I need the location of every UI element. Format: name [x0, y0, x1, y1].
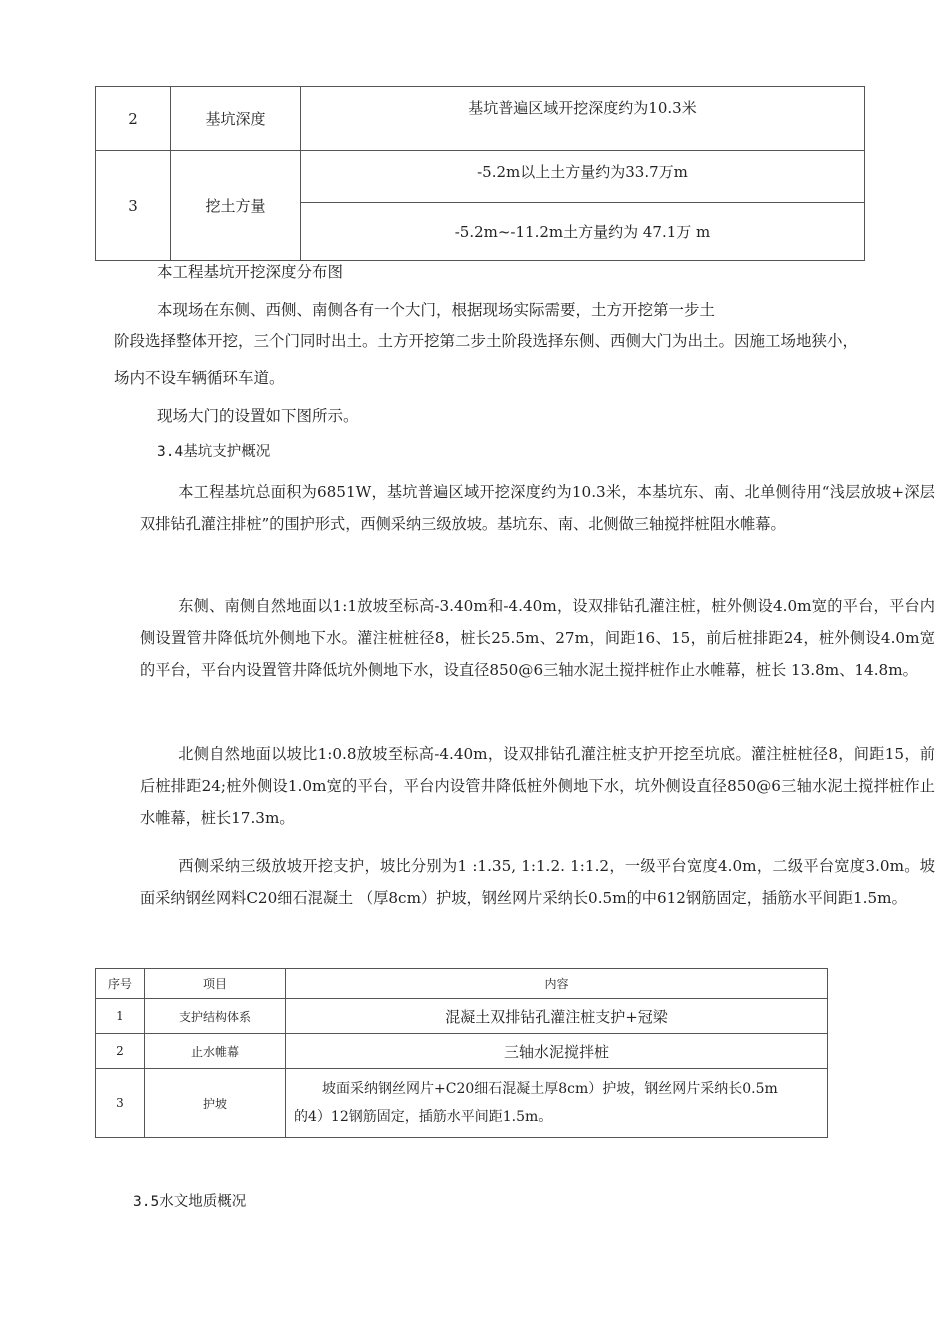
row-content: -5.2m~-11.2m土方量约为 47.1万 m [301, 203, 865, 261]
excavation-table [95, 86, 865, 261]
row-content: -5.2m以上土方量约为33.7万m [301, 151, 865, 203]
section-heading: 3.4基坑支护概况 [157, 444, 271, 460]
paragraph [140, 590, 935, 686]
paragraph [140, 738, 935, 834]
row-item: 支护结构体系 [145, 999, 286, 1034]
row-number: 2 [96, 87, 171, 151]
table-row [96, 1034, 828, 1069]
header-item: 项目 [145, 969, 286, 999]
paragraph-text: 本工程基坑总面积为6851W，基坑普遍区域开挖深度约为10.3米，本基坑东、南、北单侧待用“浅层放坡+深层双排钻孔灌注排桩”的围护形式，西侧采纳三级放坡。基坑东、南、北侧做三轴搅拌桩阻水帷幕。 [140, 483, 935, 533]
table-row [96, 87, 865, 151]
figure-caption: 本工程基坑开挖深度分布图 [157, 263, 344, 281]
row-number: 3 [96, 1069, 145, 1138]
table-row [96, 999, 828, 1034]
section-heading: 3.5水文地质概况 [133, 1194, 247, 1210]
paragraph-text: 西侧采纳三级放坡开挖支护，坡比分别为1 :1.35, 1:1.2. 1:1.2，一级平台宽度4.0m，二级平台宽度3.0m。坡面采纳钢丝网料C20细石混凝土 （厚8cm）护坡，钢丝网片采纳长0.5m的中612钢筋固定，插筋水平间距1.5m。 [140, 857, 935, 907]
row-content: 混凝土双排钻孔灌注桩支护+冠梁 [286, 999, 828, 1034]
header-no: 序号 [96, 969, 145, 999]
body-text: 阶段选择整体开挖，三个门同时出土。土方开挖第二步土阶段选择东侧、西侧大门为出土。因施工场地狭小， [114, 332, 859, 350]
row-content [286, 1069, 828, 1138]
row-item: 护坡 [145, 1069, 286, 1138]
support-table [95, 968, 828, 1138]
row-item: 基坑深度 [171, 87, 301, 151]
body-text: 场内不设车辆循环车道。 [114, 369, 285, 387]
row-content: 三轴水泥搅拌桩 [286, 1034, 828, 1069]
table-row [96, 1069, 828, 1138]
row-number: 2 [96, 1034, 145, 1069]
row-item: 止水帷幕 [145, 1034, 286, 1069]
row-content: 基坑普遍区域开挖深度约为10.3米 [301, 87, 865, 151]
row-number: 1 [96, 999, 145, 1034]
paragraph [140, 850, 935, 914]
paragraph-text: 东侧、南侧自然地面以1:1放坡至标高-3.40m和-4.40m，设双排钻孔灌注桩，桩外侧设4.0m宽的平台，平台内侧设置管井降低坑外侧地下水。灌注桩桩径8，桩长25.5m、27m，间距16、15，前后桩排距24，桩外侧设4.0m宽的平台，平台内设置管井降低坑外侧地下水，设直径850@6三轴水泥土搅拌桩作止水帷幕，桩长 13.8m、14.8m。 [140, 597, 935, 679]
table-row [96, 151, 865, 203]
content-line: 坡面采纳钢丝网片+C20细石混凝土厚8cm）护坡，钢丝网片采纳长0.5m [322, 1081, 778, 1097]
row-item: 挖土方量 [171, 151, 301, 261]
header-content: 内容 [286, 969, 828, 999]
paragraph-text: 北侧自然地面以坡比1:0.8放坡至标高-4.40m，设双排钻孔灌注桩支护开挖至坑底。灌注桩桩径8，间距15，前后桩排距24;桩外侧设1.0m宽的平台，平台内设管井降低桩外侧地下水，坑外侧设直径850@6三轴水泥土搅拌桩作止水帷幕，桩长17.3m。 [140, 745, 935, 827]
table-header-row [96, 969, 828, 999]
body-text: 本现场在东侧、西侧、南侧各有一个大门，根据现场实际需要，土方开挖第一步土 [157, 301, 716, 319]
content-line: 的4）12钢筋固定，插筋水平间距1.5m。 [294, 1109, 553, 1125]
row-number: 3 [96, 151, 171, 261]
figure-caption: 现场大门的设置如下图所示。 [157, 407, 359, 425]
paragraph [140, 476, 935, 540]
